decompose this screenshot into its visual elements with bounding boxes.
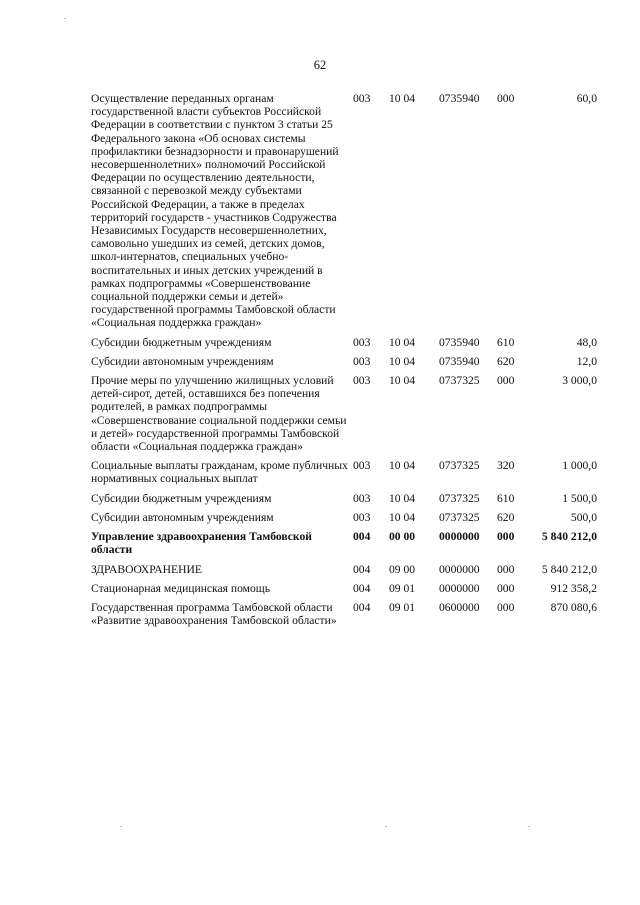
row-target-article-code: 0737325 [439,459,480,473]
table-row [91,486,597,505]
row-expense-type-code: 620 [497,354,515,368]
row-section-code: 09 01 [389,581,416,595]
table-row [91,349,597,368]
row-target-article-code: 0737325 [439,491,480,505]
scan-speck [64,18,66,19]
row-target-article-code: 0000000 [439,562,480,576]
row-section-code: 10 04 [389,510,416,524]
row-section-code: 10 04 [389,374,416,388]
row-section-code: 09 01 [389,600,416,614]
row-amount: 870 080,6 [550,600,597,614]
row-department-code: 003 [353,491,371,505]
row-department-code: 003 [353,92,371,105]
scan-speck [528,826,530,827]
table-row [91,368,597,453]
row-expense-type-code: 610 [497,491,515,505]
row-amount: 5 840 212,0 [541,530,597,544]
row-department-code: 003 [353,335,371,349]
row-amount: 5 840 212,0 [541,562,597,576]
table-row [91,557,597,576]
row-target-article-code: 0735940 [439,354,480,368]
row-description: Осуществление переданных органам государственной власти субъектов Российской Федерации в соответствии с пунктом 3 статьи 25 Федерального закона «Об основах системы профилактики безнадзорности и правонарушений несовершеннолетних» полномочий Российской Федерации по осуществлению деятельности, связанной с перевозкой между субъектами Российской Федерации, а также в пределах территорий государств - участников Содружества Независимых Государств несовершеннолетних, самовольно ушедших из семей, детских домов, школ-интернатов, специальных учебно-воспитательных и иных детских учреждений в рамках подпрограммы «Совершенствование социальной поддержки семьи и детей» государственной программы Тамбовской области «Социальная поддержка граждан» [91,92,339,330]
scan-speck [120,826,122,827]
row-target-article-code: 0737325 [439,510,480,524]
row-expense-type-code: 620 [497,510,515,524]
row-description: Социальные выплаты гражданам, кроме публичных нормативных социальных выплат [91,459,348,486]
row-department-code: 004 [353,581,371,595]
row-description: Субсидии автономным учреждениям [91,354,274,368]
row-expense-type-code: 000 [497,600,515,614]
row-section-code: 00 00 [389,530,416,544]
row-description: Управление здравоохранения Тамбовской области [91,530,312,557]
row-target-article-code: 0000000 [439,530,480,544]
row-description: Субсидии автономным учреждениям [91,510,274,524]
row-department-code: 003 [353,374,371,388]
row-section-code: 09 00 [389,562,416,576]
row-expense-type-code: 610 [497,335,515,349]
row-description: Субсидии бюджетным учреждениям [91,491,272,505]
row-section-code: 10 04 [389,335,416,349]
row-amount: 500,0 [570,510,597,524]
row-target-article-code: 0735940 [439,335,480,349]
row-expense-type-code: 320 [497,459,515,473]
row-department-code: 004 [353,600,371,614]
table-row [91,595,597,627]
row-description: Государственная программа Тамбовской области «Развитие здравоохранения Тамбовской области» [91,600,337,628]
row-description: Стационарная медицинская помощь [91,581,271,595]
row-description: Прочие меры по улучшению жилищных условий детей-сирот, детей, оставшихся без попечения родителей, в рамках подпрограммы «Совершенствование социальной поддержки семьи и детей» государственной программы Тамбовской области «Социальная поддержка граждан» [91,374,347,454]
row-target-article-code: 0735940 [439,92,480,105]
table-row [91,330,597,349]
row-department-code: 003 [353,354,371,368]
row-department-code: 004 [353,530,371,544]
row-amount: 60,0 [576,92,597,105]
row-amount: 48,0 [576,335,597,349]
row-amount: 912 358,2 [550,581,597,595]
row-expense-type-code: 000 [497,562,515,576]
table-row-department-total [91,524,597,556]
scan-speck [385,826,387,827]
table-row [91,453,597,485]
row-expense-type-code: 000 [497,92,515,105]
row-amount: 3 000,0 [562,374,597,388]
row-expense-type-code: 000 [497,581,515,595]
table-row [91,505,597,524]
row-department-code: 003 [353,459,371,473]
page-number: 62 [313,58,327,72]
row-section-code: 10 04 [389,491,416,505]
row-section-code: 10 04 [389,92,416,105]
row-description: ЗДРАВООХРАНЕНИЕ [91,562,202,576]
row-target-article-code: 0000000 [439,581,480,595]
row-expense-type-code: 000 [497,530,515,544]
row-description: Субсидии бюджетным учреждениям [91,335,272,349]
row-amount: 12,0 [576,354,597,368]
row-target-article-code: 0737325 [439,374,480,388]
row-amount: 1 000,0 [562,459,597,473]
budget-table [91,92,597,627]
table-row [91,92,597,330]
row-department-code: 004 [353,562,371,576]
row-section-code: 10 04 [389,354,416,368]
table-row [91,576,597,595]
row-department-code: 003 [353,510,371,524]
row-expense-type-code: 000 [497,374,515,388]
row-amount: 1 500,0 [562,491,597,505]
row-target-article-code: 0600000 [439,600,480,614]
row-section-code: 10 04 [389,459,416,473]
